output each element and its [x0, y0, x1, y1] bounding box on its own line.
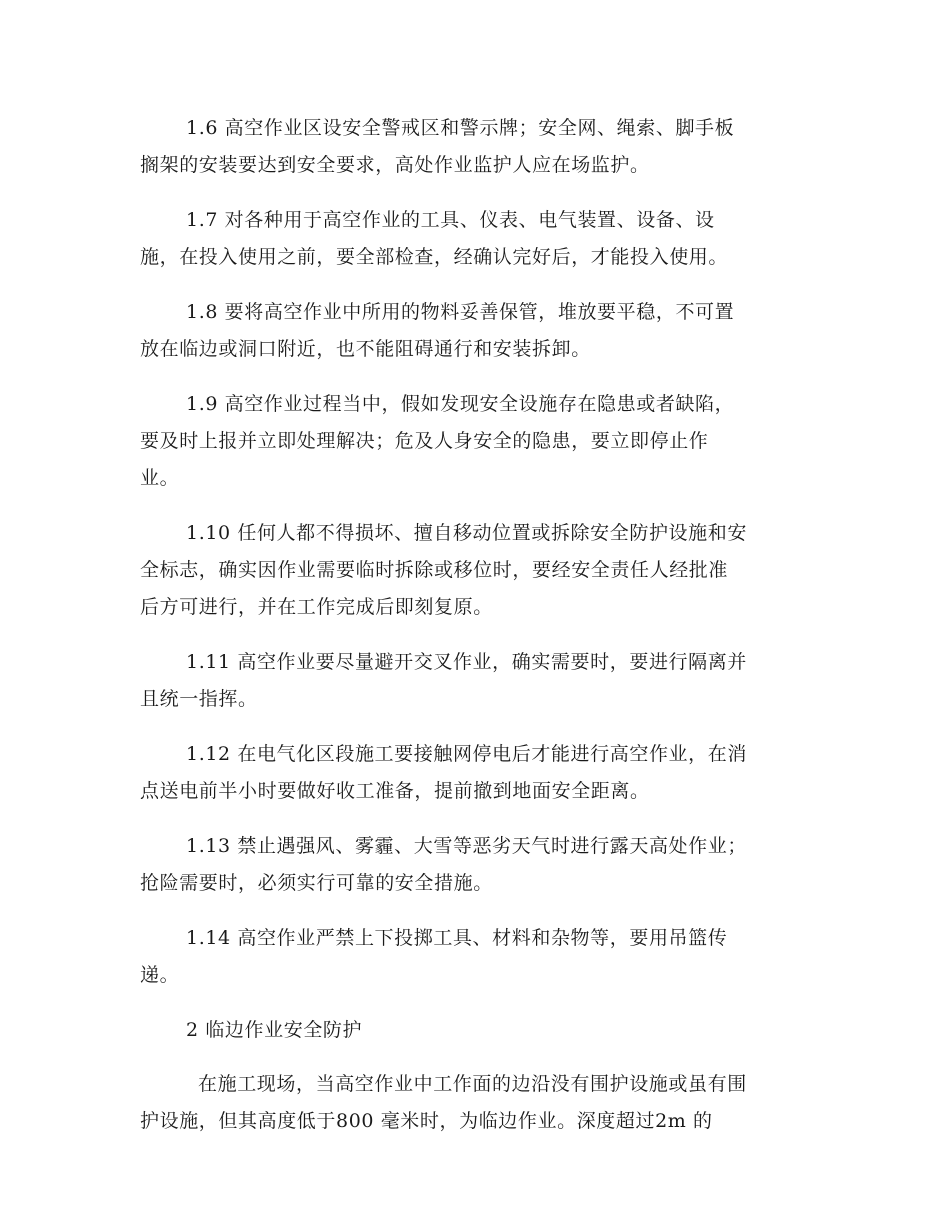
text-line: 且统一指挥。: [140, 688, 258, 710]
text-line: 1.11 高空作业要尽量避开交叉作业，确实需要时，要进行隔离并: [186, 651, 747, 673]
text-line: 后方可进行，并在工作完成后即刻复原。: [140, 596, 493, 618]
text-line: 放在临边或洞口附近，也不能阻碍通行和安装拆卸。: [140, 338, 591, 360]
section-heading: 2 临边作业安全防护: [186, 1019, 363, 1041]
text-line: 1.13 禁止遇强风、雾霾、大雪等恶劣天气时进行露天高处作业；: [186, 835, 747, 857]
text-line: 1.8 要将高空作业中所用的物料妥善保管，堆放要平稳，不可置: [186, 301, 735, 323]
text-line: 1.7 对各种用于高空作业的工具、仪表、电气装置、设备、设: [186, 209, 715, 231]
text-line: 1.6 高空作业区设安全警戒区和警示牌；安全网、绳索、脚手板: [186, 117, 735, 139]
text-line: 抢险需要时，必须实行可靠的安全措施。: [140, 872, 493, 894]
text-line: 全标志，确实因作业需要临时拆除或移位时，要经安全责任人经批准: [140, 559, 729, 581]
text-line: 递。: [140, 964, 180, 986]
text-line: 点送电前半小时要做好收工准备，提前撤到地面安全距离。: [140, 780, 650, 802]
text-line: 在施工现场，当高空作业中工作面的边沿没有围护设施或虽有围: [198, 1073, 747, 1095]
text-line: 1.9 高空作业过程当中，假如发现安全设施存在隐患或者缺陷，: [186, 393, 735, 415]
text-line: 护设施，但其高度低于800 毫米时，为临边作业。深度超过2m 的: [140, 1110, 713, 1132]
text-line: 1.12 在电气化区段施工要接触网停电后才能进行高空作业，在消: [186, 743, 747, 765]
text-line: 1.10 任何人都不得损坏、擅自移动位置或拆除安全防护设施和安: [186, 522, 747, 544]
text-line: 要及时上报并立即处理解决；危及人身安全的隐患，要立即停止作: [140, 430, 709, 452]
text-line: 搁架的安装要达到安全要求，高处作业监护人应在场监护。: [140, 154, 650, 176]
text-line: 业。: [140, 467, 180, 489]
text-line: 1.14 高空作业严禁上下投掷工具、材料和杂物等，要用吊篮传: [186, 927, 728, 949]
text-line: 施，在投入使用之前，要全部检查，经确认完好后，才能投入使用。: [140, 246, 729, 268]
